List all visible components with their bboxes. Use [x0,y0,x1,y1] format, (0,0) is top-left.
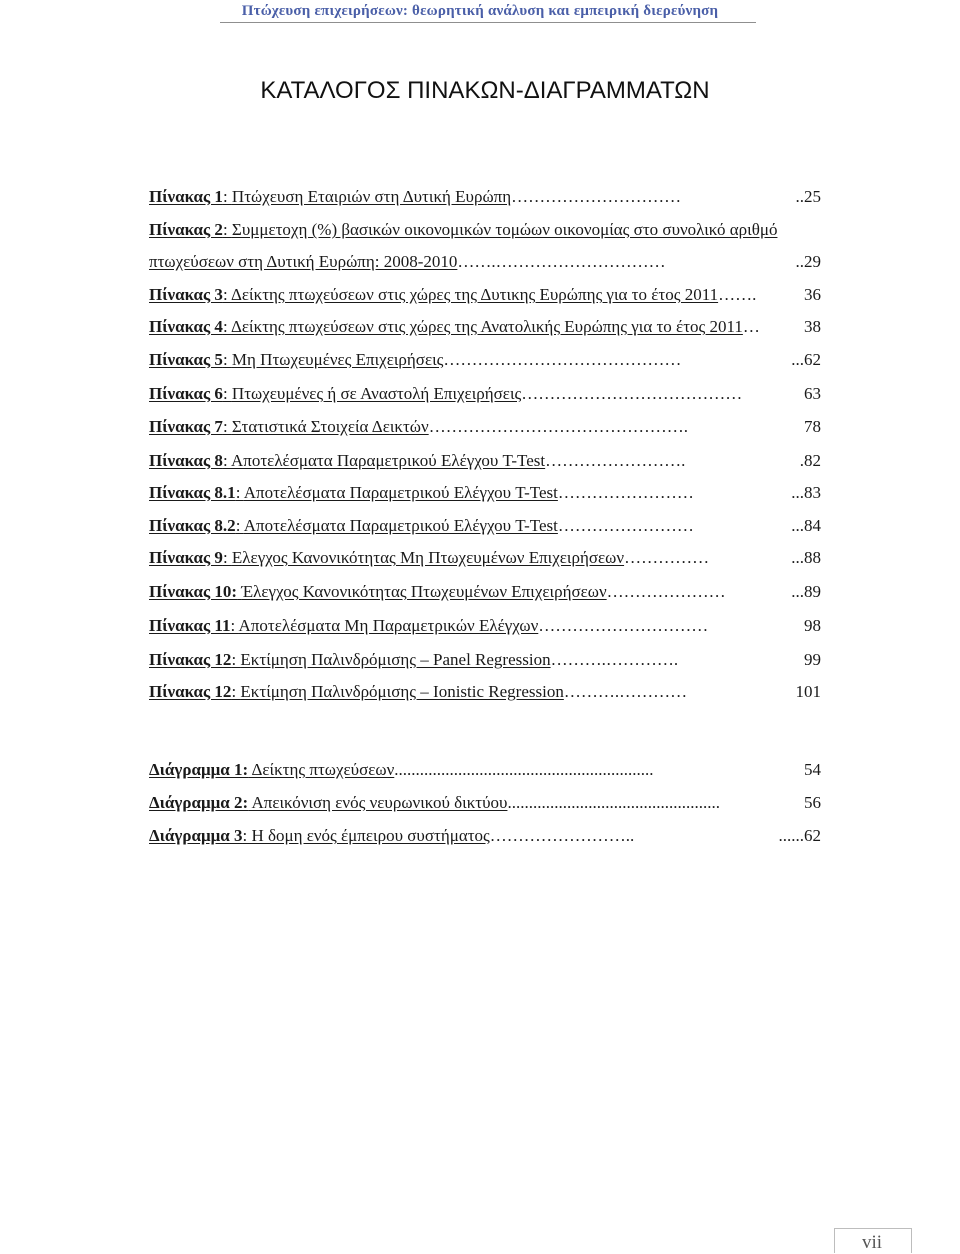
toc-entry-diagram-1[interactable] [149,758,821,782]
toc-entry-leader: ………………………………… [521,384,743,403]
toc-entry-label: Πίνακας 5 [149,350,223,369]
toc-entry-sep: : [235,483,244,502]
toc-entry-page: 98 [804,616,821,635]
toc-entry-label: Πίνακας 9 [149,548,223,567]
toc-entry-table-6[interactable] [149,382,821,406]
toc-entry-leader: ……………………. [545,451,686,470]
toc-entry-page: ...62 [791,350,821,369]
toc-entry-sep: : [235,516,244,535]
toc-entry-text: Δείκτης πτωχεύσεων στις χώρες της Ανατολικής Ευρώπης για το έτος 2011 [230,317,743,336]
toc-entry-table-4[interactable] [149,315,821,339]
toc-entry-table-9[interactable] [149,546,821,570]
toc-entry-text: Εκτίμηση Παλινδρόμισης – Ionistic Regression [240,682,564,701]
toc-entry-leader: ………………………………………. [428,417,688,436]
toc-entry-sep: : [231,682,241,701]
toc-entry-sep: : [222,417,232,436]
toc-entry-text: Πτώχευση Εταιριών στη Δυτική Ευρώπη [231,187,512,206]
toc-entry-table-7[interactable] [149,415,821,439]
toc-entry-table-11[interactable] [149,614,821,638]
toc-entry-text: Αποτελέσματα Μη Παραμετρικών Ελέγχων [238,616,539,635]
toc-entry-page: 56 [804,793,821,812]
toc-entry-page: 36 [804,285,821,304]
toc-entry-text: Δείκτης πτωχεύσεων [248,760,395,779]
toc-entry-text: Αποτελέσματα Παραμετρικού Ελέγχου T-Test [243,483,558,502]
toc-entry-sep: : [222,548,232,567]
running-header: Πτώχευση επιχειρήσεων: θεωρητική ανάλυση και εμπειρική διερεύνηση [241,3,719,19]
toc-entry-text: Στατιστικά Στοιχεία Δεικτών [231,417,429,436]
toc-entry-page: ...89 [791,582,821,601]
toc-entry-label: Πίνακας 12 [149,650,232,669]
toc-entry-sep: : [230,616,239,635]
toc-entry-leader: .................................................. [507,793,720,812]
toc-entry-label: Πίνακας 4 [149,317,223,336]
toc-entry-page: 38 [804,317,821,336]
toc-entry-label: Πίνακας 2 [149,220,223,239]
page-number: vii [861,1232,883,1253]
toc-entry-label: Διάγραμμα 1: [149,760,249,779]
toc-entry-leader: …………………… [557,516,694,535]
toc-entry-page: ...83 [791,483,821,502]
toc-entry-label: Πίνακας 8 [149,451,223,470]
toc-entry-sep: : [222,285,231,304]
toc-entry-page: 63 [804,384,821,403]
toc-entry-page: ......62 [778,826,821,845]
toc-entry-leader: … [742,317,760,336]
toc-entry-text: Μη Πτωχευμένες Επιχειρήσεις [231,350,444,369]
toc-entry-diagram-3[interactable] [149,824,821,848]
toc-entry-page: 99 [804,650,821,669]
toc-entry-text: Απεικόνιση ενός νευρωνικού δικτύου [248,793,508,812]
toc-entry-sep: : [231,650,241,669]
toc-entry-label: Πίνακας 3 [149,285,223,304]
toc-entry-table-2-cont[interactable] [149,250,821,274]
page-title: ΚΑΤΑΛΟΓΟΣ ΠΙΝΑΚΩΝ-ΔΙΑΓΡΑΜΜΑΤΩΝ [260,77,710,104]
toc-entry-page: 78 [804,417,821,436]
toc-entry-table-8[interactable] [149,449,821,473]
toc-entry-page: 54 [804,760,821,779]
toc-entry-sep: : [222,350,232,369]
toc-entry-leader: ……….…………. [550,650,679,669]
toc-entry-text: Πτωχευμένες ή σε Αναστολή Επιχειρήσεις [231,384,522,403]
toc-entry-page: ...84 [791,516,821,535]
toc-entry-label: Πίνακας 10: [149,582,238,601]
toc-entry-label: Πίνακας 7 [149,417,223,436]
toc-entry-leader: ……….………… [563,682,688,701]
toc-entry-label: Διάγραμμα 2: [149,793,249,812]
toc-entry-leader: …….………………………… [457,252,666,271]
toc-entry-sep: : [222,220,232,239]
toc-entry-text: Έλεγχος Κανονικότητας Πτωχευμένων Επιχειρήσεων [241,582,607,601]
toc-entry-text: πτωχεύσεων στη Δυτική Ευρώπη: 2008-2010 [149,252,458,271]
toc-entry-text: Δείκτης πτωχεύσεων στις χώρες της Δυτικης Ευρώπης για το έτος 2011 [230,285,719,304]
toc-entry-label: Πίνακας 8.2 [149,516,236,535]
toc-entry-table-8-2[interactable] [149,514,821,538]
toc-entry-sep: : [222,187,232,206]
toc-entry-page: ...88 [791,548,821,567]
toc-entry-sep: : [222,317,231,336]
toc-entry-label: Πίνακας 12 [149,682,232,701]
toc-entry-sep: : [222,451,231,470]
header-rule [220,22,756,23]
toc-entry-table-1[interactable] [149,185,821,209]
toc-entry-label: Πίνακας 1 [149,187,223,206]
toc-entry-leader: ………………………… [511,187,682,206]
toc-entry-table-8-1[interactable] [149,481,821,505]
toc-entry-text: Εκτίμηση Παλινδρόμισης – Panel Regression [240,650,551,669]
toc-entry-table-10[interactable] [149,580,821,604]
toc-entry-leader: ………………………… [538,616,709,635]
toc-entry-table-3[interactable] [149,283,821,307]
toc-entry-text: Συμμετοχη (%) βασικών οικονομικών τομώων οικονομίας στο συνολικό αριθμό [231,220,778,239]
toc-entry-leader: …………………… [557,483,694,502]
toc-entry-table-2[interactable] [149,218,821,242]
toc-entry-label: Πίνακας 6 [149,384,223,403]
toc-entry-text: Αποτελέσματα Παραμετρικού Ελέγχου T-Test [230,451,546,470]
toc-entry-leader: …………… [624,548,710,567]
toc-entry-table-12-panel[interactable] [149,648,821,672]
toc-entry-diagram-2[interactable] [149,791,821,815]
toc-entry-leader: ……. [718,285,757,304]
toc-entry-leader: …………………………………… [443,350,682,369]
toc-entry-text: Ελεγχος Κανονικότητας Μη Πτωχευμένων Επιχειρήσεων [231,548,625,567]
toc-entry-page: .82 [799,451,821,470]
toc-entry-table-12-ionistic[interactable] [149,680,821,704]
toc-entry-page: ..29 [795,252,821,271]
toc-entry-page: 101 [795,682,821,701]
toc-entry-leader: …………………….. [489,826,635,845]
toc-entry-text: : Η δομη ενός έμπειρου συστήματος [242,826,490,845]
toc-entry-table-5[interactable] [149,348,821,372]
toc-entry-text: Αποτελέσματα Παραμετρικού Ελέγχου T-Test [243,516,558,535]
toc-entry-page: ..25 [795,187,821,206]
toc-entry-label: Πίνακας 8.1 [149,483,236,502]
toc-entry-label: Διάγραμμα 3 [149,826,243,845]
toc-entry-sep: : [222,384,232,403]
toc-entry-label: Πίνακας 11 [149,616,231,635]
toc-entry-leader: ………………… [606,582,726,601]
toc-entry-leader: ............................................................. [394,760,654,779]
